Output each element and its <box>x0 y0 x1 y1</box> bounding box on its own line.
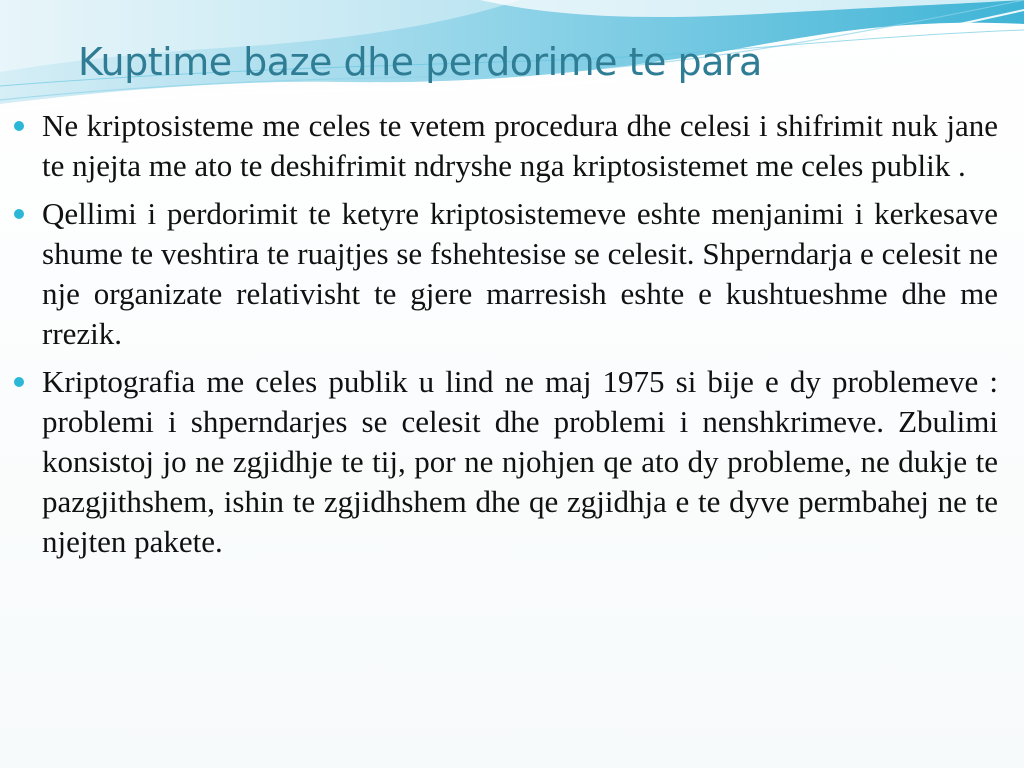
bullet-list <box>14 106 998 570</box>
list-item <box>14 106 998 186</box>
bullet-text: Ne kriptosisteme me celes te vetem procedura dhe celesi i shifrimit nuk jane te njejta me ato te deshifrimit ndryshe nga kriptosistemet me celes publik . <box>42 108 998 183</box>
bullet-dot-icon <box>14 377 24 387</box>
bullet-dot-icon <box>14 209 24 219</box>
slide-title: Kuptime baze dhe perdorime te para <box>78 40 762 84</box>
list-item <box>14 362 998 562</box>
bullet-text: Qellimi i perdorimit te ketyre kriptosistemeve eshte menjanimi i kerkesave shume te veshtira te ruajtjes se fshehtesise se celesit. Shperndarja e celesit ne nje organizate relativisht te gjere marresish eshte e kushtueshme dhe me rrezik. <box>42 196 998 351</box>
bullet-text: Kriptografia me celes publik u lind ne maj 1975 si bije e dy problemeve : problemi i shperndarjes se celesit dhe problemi i nenshkrimeve. Zbulimi konsistoj jo ne zgjidhje te tij, por ne njohjen qe ato dy probleme, ne dukje te pazgjithshem, ishin te zgjidhshem dhe qe zgjidhja e te dyve permbahej ne te njejten pakete. <box>42 364 998 559</box>
bullet-dot-icon <box>14 121 24 131</box>
list-item <box>14 194 998 354</box>
